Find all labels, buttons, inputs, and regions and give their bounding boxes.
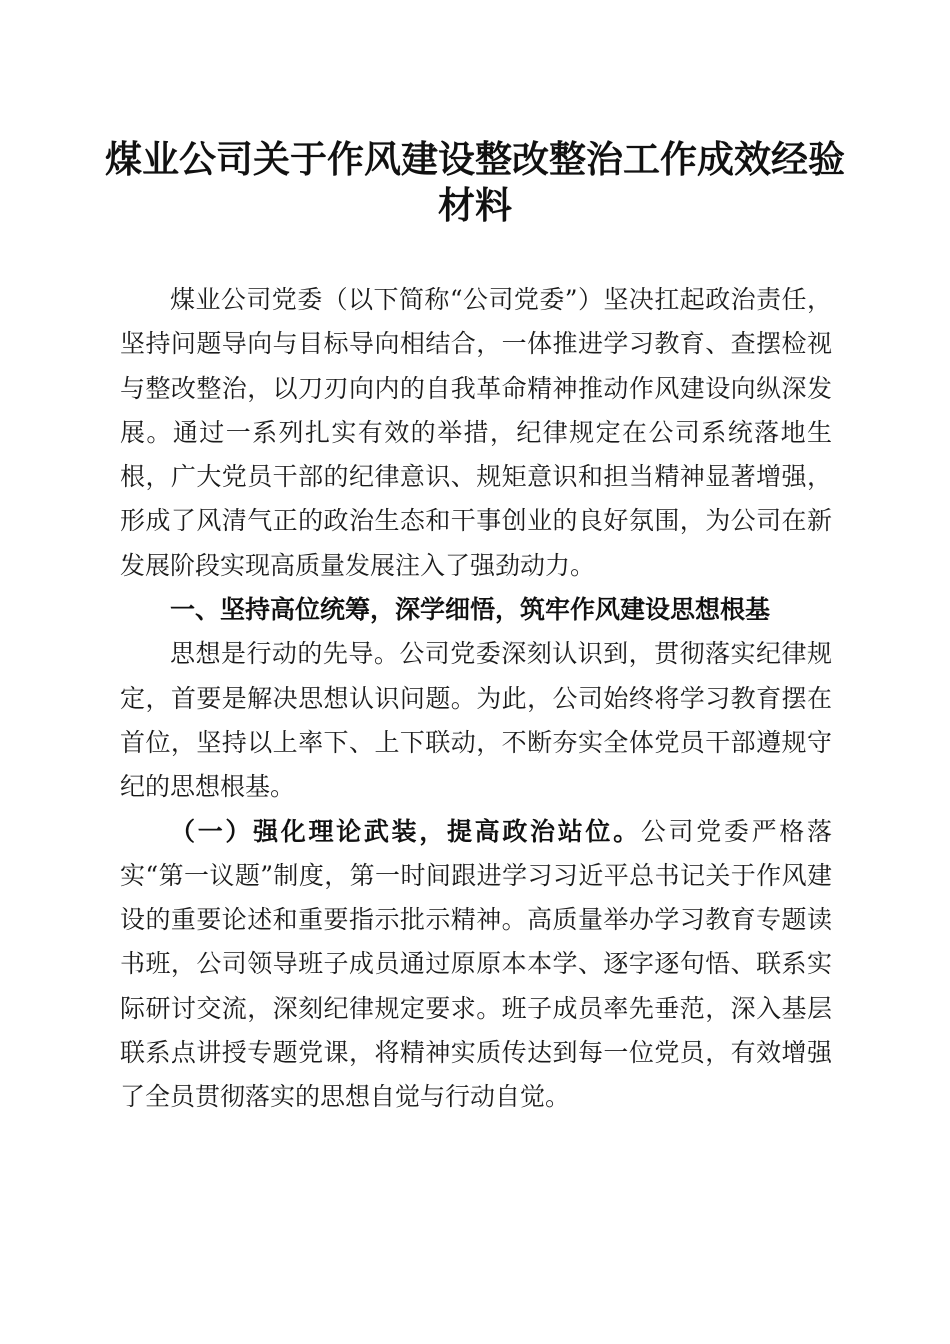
section-1-heading: 一、坚持高位统筹，深学细悟，筑牢作风建设思想根基 xyxy=(170,595,771,625)
subsection-1-paragraph xyxy=(120,810,832,1120)
intro-paragraph: 煤业公司党委（以下简称“公司党委”）坚决扛起政治责任，坚持问题导向与目标导向相结合，一体推进学习教育、查摆检视与整改整治，以刀刃向内的自我革命精神推动作风建设向纵深发展。通过一系列扎实有效的举措，纪律规定在公司系统落地生根，广大党员干部的纪律意识、规矩意识和担当精神显著增强，形成了风清气正的政治生态和干事创业的良好氛围，为公司在新发展阶段实现高质量发展注入了强劲动力。 xyxy=(120,285,832,580)
document-title-line-2: 材料 xyxy=(438,183,512,227)
document-body xyxy=(120,278,832,1120)
section-1-paragraph: 思想是行动的先导。公司党委深刻认识到，贯彻落实纪律规定，首要是解决思想认识问题。为此，公司始终将学习教育摆在首位，坚持以上率下、上下联动，不断夯实全体党员干部遵规守纪的思想根基。 xyxy=(120,639,832,802)
document-title-line-1: 煤业公司关于作风建设整改整治工作成效经验 xyxy=(105,137,845,181)
subsection-1-body: 公司党委严格落实“第一议题”制度，第一时间跟进学习习近平总书记关于作风建设的重要论述和重要指示批示精神。高质量举办学习教育专题读书班，公司领导班子成员通过原原本本学、逐字逐句悟、联系实际研讨交流，深刻纪律规定要求。班子成员率先垂范，深入基层联系点讲授专题党课，将精神实质传达到每一位党员，有效增强了全员贯彻落实的思想自觉与行动自觉。 xyxy=(120,816,832,1112)
subsection-1-lead: （一）强化理论武装，提高政治站位。 xyxy=(170,816,641,846)
